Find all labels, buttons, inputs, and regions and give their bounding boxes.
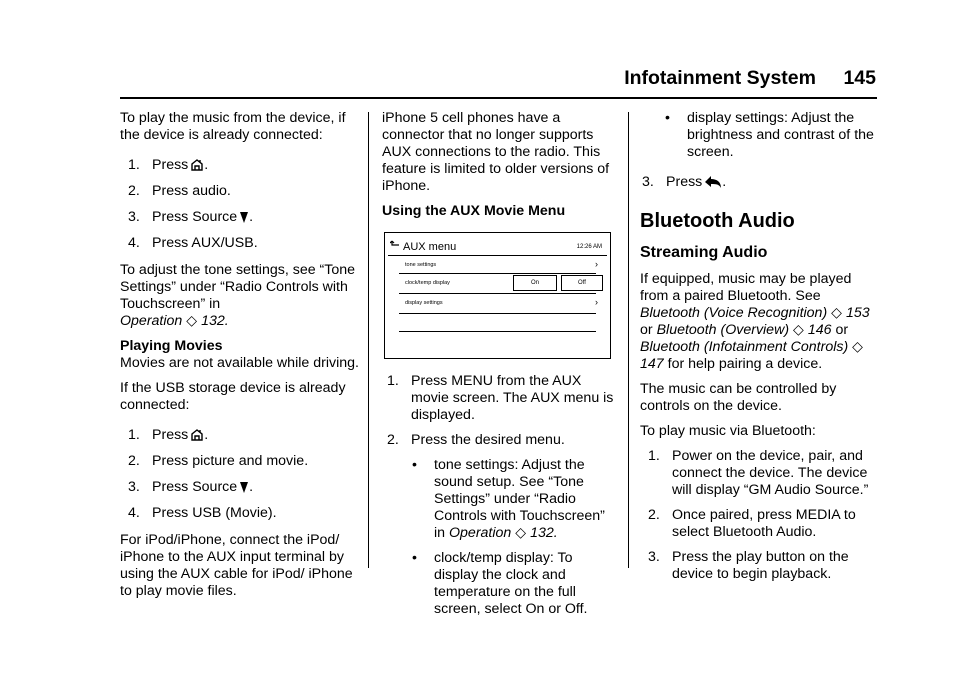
movies-warning: Movies are not available while driving. (120, 355, 359, 371)
step-item: 3. Press the play button on the device to begin playback. (648, 549, 849, 582)
chevron-right-icon: › (595, 297, 598, 307)
menu-item-display-settings[interactable]: display settings (405, 300, 443, 306)
page-reference[interactable]: 147 (640, 356, 664, 372)
row-divider (399, 293, 596, 294)
column-divider-1 (368, 112, 369, 568)
page-reference[interactable]: 132. (530, 525, 558, 541)
page-ref-icon: ◇ (515, 525, 527, 541)
step-item: 1. Press . (128, 156, 209, 173)
page-number: 145 (843, 67, 876, 89)
cross-reference-link[interactable]: Operation (120, 313, 183, 329)
column-2 (382, 110, 618, 626)
aux-menu-heading: Using the AUX Movie Menu (382, 203, 566, 219)
step-item: 3. Press Source . (128, 208, 254, 225)
iphone-note: iPhone 5 cell phones have a connector that no longer supports AUX connections to the radio. This feature is limited to older versions of iPhone. (382, 110, 610, 194)
steps-list-a (120, 152, 360, 256)
usb-intro: If the USB storage device is already connected: (120, 380, 346, 413)
step-item: 3. Press Source . (128, 478, 254, 495)
chevron-right-icon: › (595, 259, 598, 269)
menu-item-clock-temp-display[interactable]: clock/temp display (405, 280, 450, 286)
bullet-item: • clock/temp display: To display the clock and temperature on the full screen, select On or Off. (412, 550, 588, 617)
home-icon (190, 158, 204, 172)
menu-item-tone-settings[interactable]: tone settings (405, 262, 437, 268)
tone-settings-note: To adjust the tone settings, see “Tone Settings” under “Radio Controls with Touchscreen” in Operation ◇ 132. (120, 262, 356, 329)
bullet-item: • tone settings: Adjust the sound setup. See “Tone Settings” under “Radio Controls with Touchscreen” in Operation ◇ 132. (412, 457, 605, 541)
ipod-instructions: For iPod/iPhone, connect the iPod/ iPhone to the AUX input terminal by using the AUX cable for iPod/ iPhone to play movie files. (120, 532, 353, 599)
home-icon (190, 428, 204, 442)
column-1 (120, 110, 360, 608)
row-divider (399, 273, 596, 274)
cross-reference-link[interactable]: Bluetooth (Voice Recognition) (640, 305, 828, 321)
section-title: Infotainment System (624, 67, 816, 89)
cross-reference-link[interactable]: Bluetooth (Infotainment Controls) (640, 339, 849, 355)
step-item: 1. Press . (128, 426, 209, 443)
step-item: 4. Press USB (Movie). (128, 504, 277, 521)
page-reference[interactable]: 132. (201, 313, 229, 329)
source-down-arrow-icon (239, 480, 249, 494)
aux-menu-screen-illustration (384, 232, 611, 359)
header-rule (120, 97, 877, 99)
row-divider (399, 313, 596, 314)
on-button[interactable]: On (513, 275, 557, 291)
step-item: 2. Press audio. (128, 182, 231, 199)
step-item: 1. Power on the device, pair, and connect the device. The device will display “GM Audio Source.” (648, 448, 869, 498)
step-item: 1. Press MENU from the AUX movie screen. The AUX menu is displayed. (387, 373, 614, 423)
clock-display: 12:26 AM (576, 244, 602, 250)
source-down-arrow-icon (239, 210, 249, 224)
step-item: 2. Once paired, press MEDIA to select Bluetooth Audio. (648, 507, 856, 540)
to-play-text: To play music via Bluetooth: (640, 423, 816, 439)
cross-reference-link[interactable]: Operation (449, 525, 512, 541)
back-icon (704, 175, 722, 189)
column-divider-2 (628, 112, 629, 568)
page-reference[interactable]: 153 (846, 305, 870, 321)
back-arrow-icon (390, 238, 400, 255)
step-item: 2. Press the desired menu. (387, 432, 565, 448)
step-item: 2. Press picture and movie. (128, 452, 309, 469)
step-item: 4. Press AUX/USB. (128, 234, 258, 251)
bluetooth-audio-heading: Bluetooth Audio (640, 210, 795, 232)
page-ref-icon: ◇ (852, 339, 864, 355)
column-3 (640, 110, 880, 591)
off-button[interactable]: Off (561, 275, 603, 291)
controls-text: The music can be controlled by controls on the device. (640, 381, 837, 414)
bluetooth-equipped-text: If equipped, music may be played from a paired Bluetooth. See Bluetooth (Voice Recognition) ◇ 153 or Bluetooth (Overview) ◇ 146 or Bluetooth (Infotainment Controls) ◇ 147 for help pairing a device. (640, 271, 870, 372)
cross-reference-link[interactable]: Bluetooth (Overview) (656, 322, 790, 338)
row-divider (399, 331, 596, 332)
steps-list-b (120, 422, 360, 526)
step-item: 3. Press . (642, 173, 727, 190)
page-reference[interactable]: 146 (807, 322, 832, 338)
title-divider (388, 255, 607, 256)
page-ref-icon: ◇ (186, 313, 198, 329)
page-ref-icon: ◇ (793, 322, 804, 338)
intro-text: To play the music from the device, if the device is already connected: (120, 110, 346, 143)
bullet-item: • display settings: Adjust the brightness and contrast of the screen. (665, 110, 874, 160)
playing-movies-heading: Playing Movies (120, 338, 223, 354)
aux-menu-title: AUX menu (403, 241, 457, 253)
page-ref-icon: ◇ (831, 305, 843, 321)
streaming-audio-heading: Streaming Audio (640, 244, 768, 261)
